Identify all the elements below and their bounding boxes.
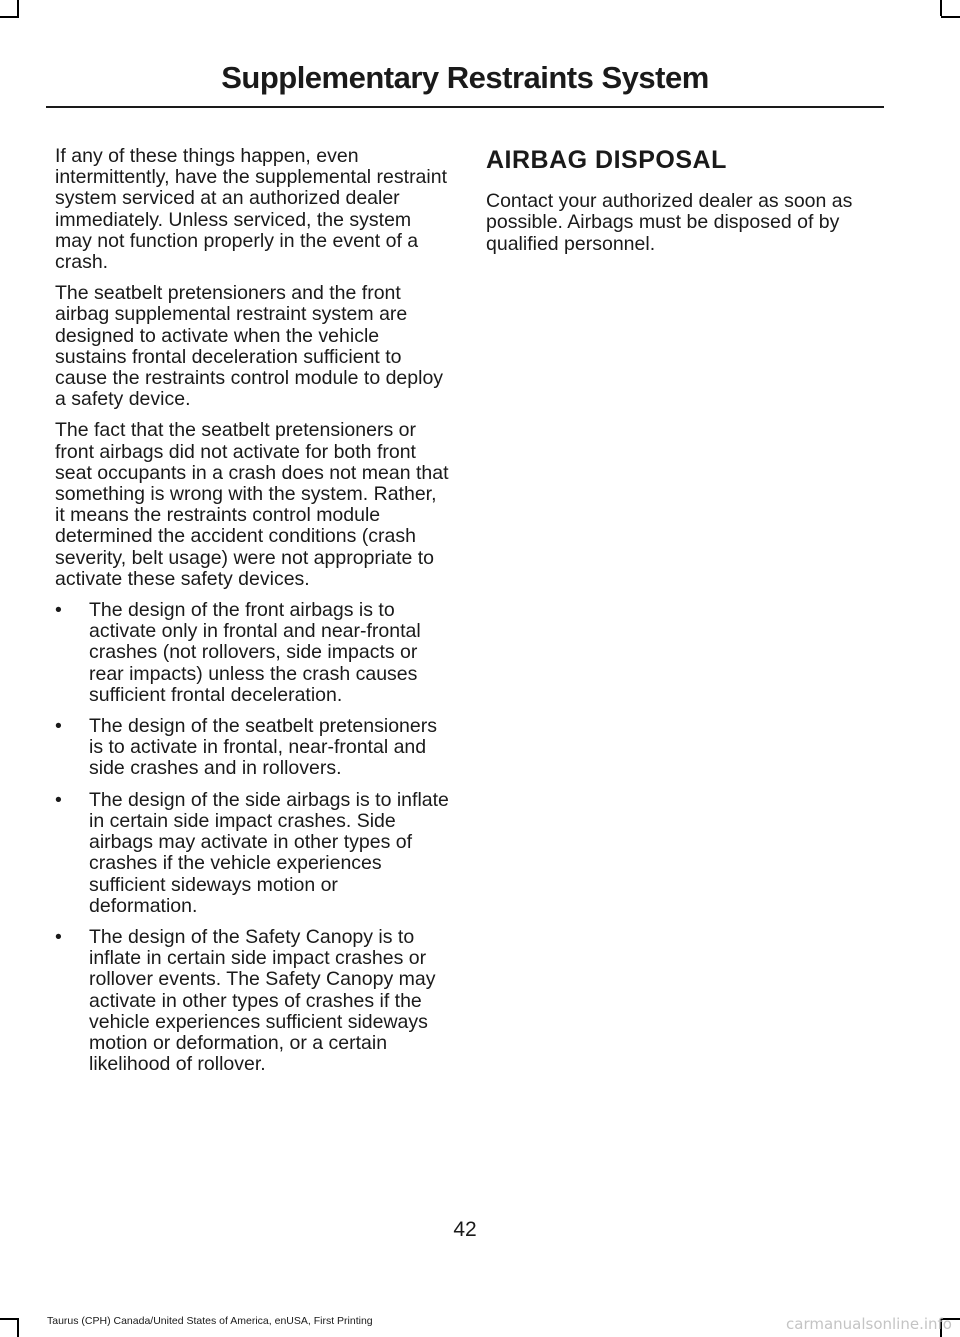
crop-mark — [17, 0, 19, 16]
header-divider — [46, 106, 884, 108]
bullet-text: The design of the Safety Canopy is to inflate in certain side impact crashes or rollover events. The Safety Canopy may activate in other types of crashes if the vehicle experiences sufficient sideways motion or deformation, or a certain likelihood of rollover. — [89, 925, 436, 1076]
bullet-item — [55, 716, 449, 780]
bullet-text: The design of the front airbags is to activate only in frontal and near-frontal crashes (not rollovers, side impacts or rear impacts) unless the crash causes sufficient frontal deceleration. — [89, 599, 421, 706]
bullet-item — [55, 600, 449, 706]
left-column — [55, 146, 449, 1085]
bullet-icon: • — [55, 925, 62, 948]
bullet-list — [55, 600, 449, 1075]
bullet-icon: • — [55, 788, 62, 811]
body-paragraph: The fact that the seatbelt pretensioners or front airbags did not activate for both front seat occupants in a crash does not mean that something is wrong with the system. Rather, it means the restraints control module determined the accident conditions (crash severity, belt usage) were not appropriate to activate these safety devices. — [55, 419, 449, 590]
right-column — [486, 146, 886, 265]
crop-mark — [0, 16, 19, 18]
footer-text: Taurus (CPH) Canada/United States of America, enUSA, First Printing — [47, 1315, 373, 1327]
bullet-item — [55, 927, 449, 1075]
body-paragraph: The seatbelt pretensioners and the front airbag supplemental restraint system are designed to activate when the vehicle sustains frontal deceleration sufficient to cause the restraints control module to deploy a safety device. — [55, 282, 444, 411]
watermark: carmanualsonline.info — [786, 1315, 952, 1333]
page-header-title: Supplementary Restraints System — [221, 60, 709, 95]
bullet-text: The design of the seatbelt pretensioners is to activate in frontal, near-frontal and side crashes and in rollovers. — [89, 715, 437, 780]
body-paragraph: Contact your authorized dealer as soon as possible. Airbags must be disposed of by qualified personnel. — [486, 190, 853, 255]
crop-mark — [940, 0, 942, 16]
crop-mark — [0, 1318, 19, 1320]
bullet-icon: • — [55, 715, 62, 738]
crop-mark — [17, 1318, 19, 1337]
bullet-item — [55, 790, 449, 917]
crop-mark — [941, 16, 960, 18]
body-paragraph: If any of these things happen, even intermittently, have the supplemental restraint system serviced at an authorized dealer immediately. Unless serviced, the system may not function properly in the event of a crash. — [55, 145, 447, 274]
page-number: 42 — [453, 1218, 477, 1241]
section-heading: AIRBAG DISPOSAL — [486, 146, 727, 174]
bullet-icon: • — [55, 599, 62, 622]
bullet-text: The design of the side airbags is to inflate in certain side impact crashes. Side airbags may activate in other types of crashes if the vehicle experiences sufficient sideways motion or deformation. — [89, 788, 449, 917]
